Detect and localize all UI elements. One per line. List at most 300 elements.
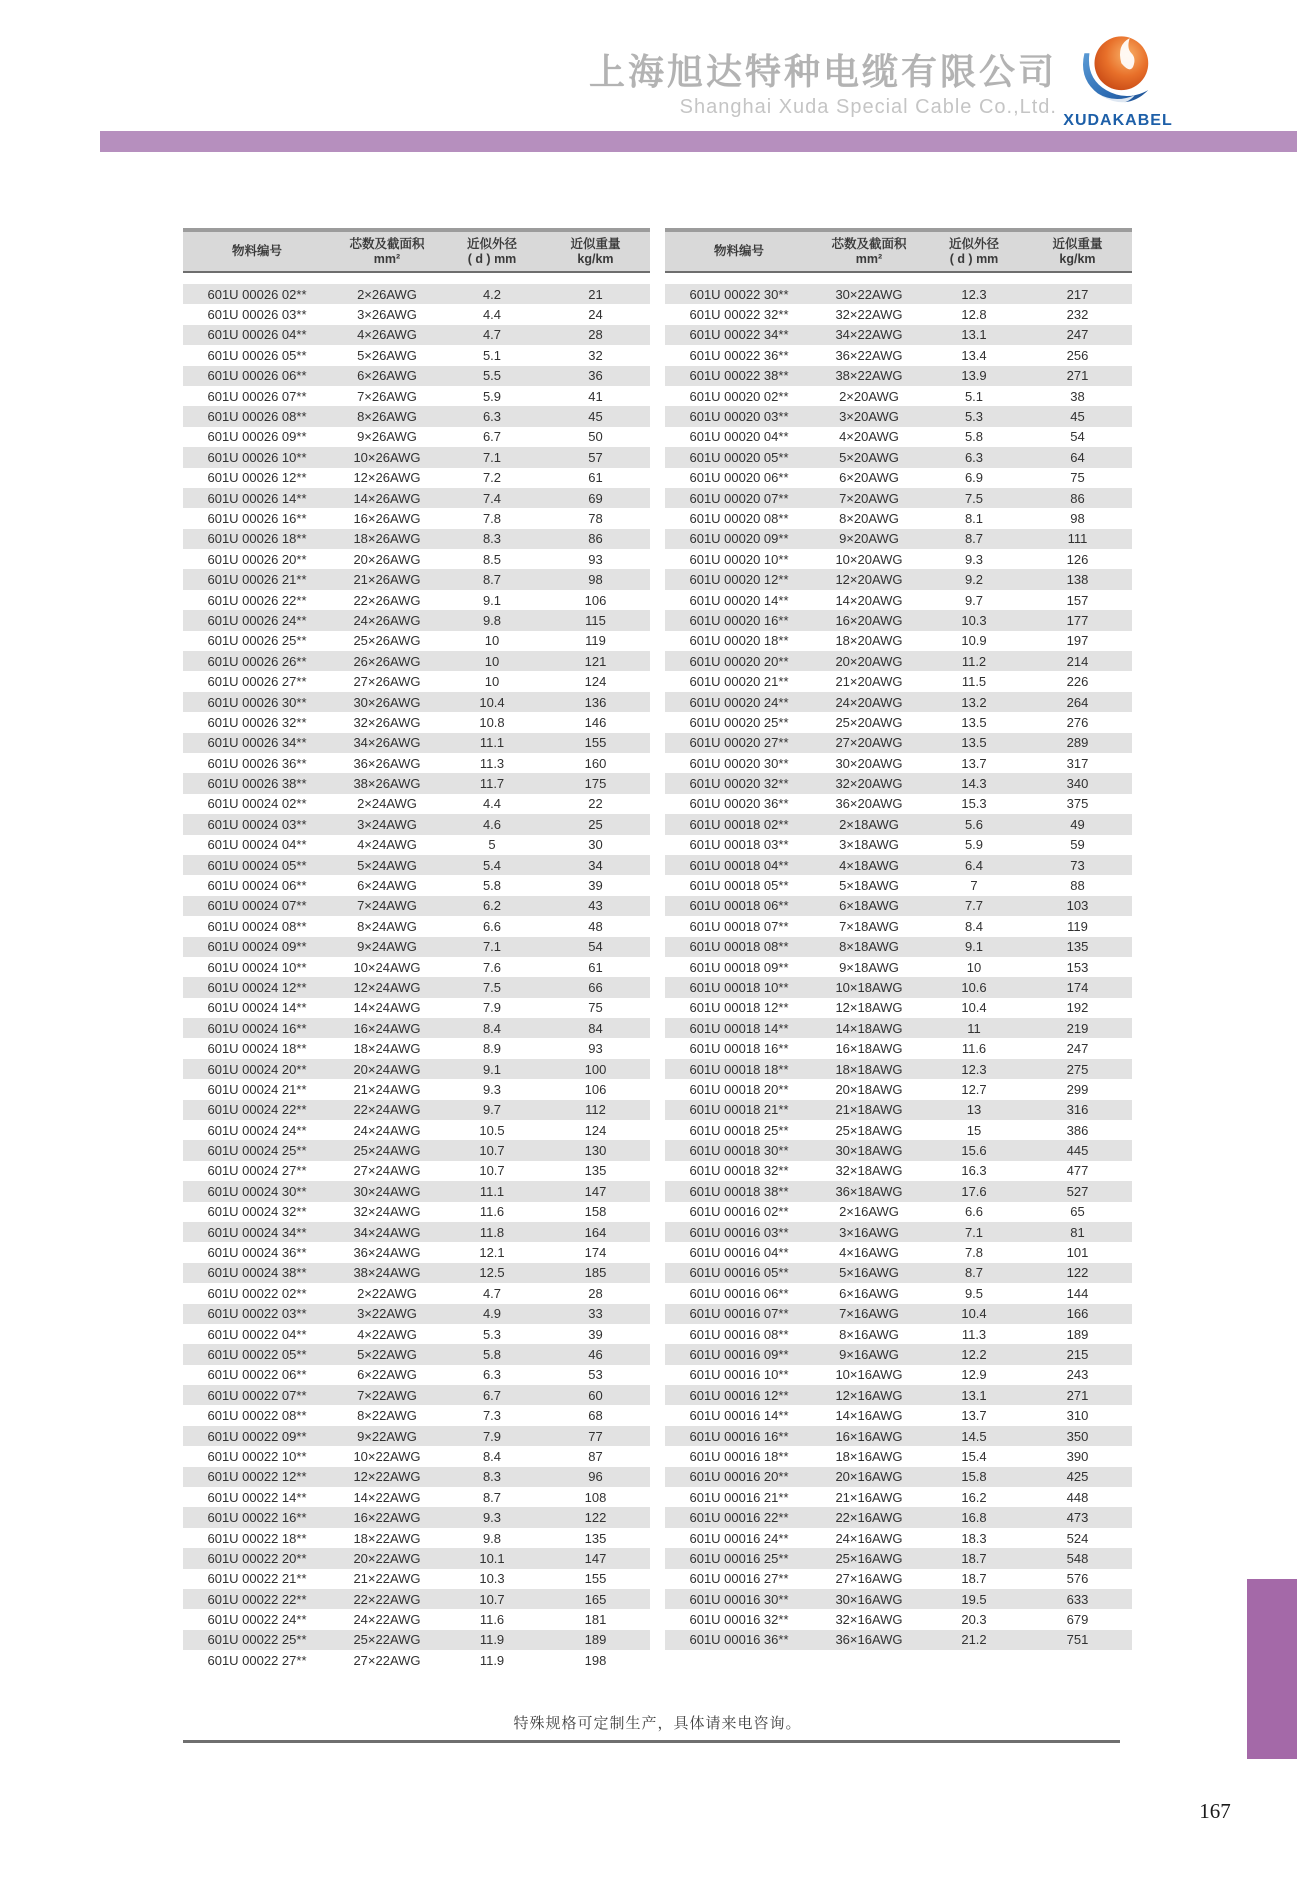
cell-weight: 177 bbox=[1066, 612, 1089, 628]
cell-weight: 65 bbox=[1070, 1204, 1085, 1220]
table-row bbox=[183, 1426, 650, 1446]
cell-core-spec: 2×18AWG bbox=[839, 816, 899, 832]
cell-core-spec: 5×26AWG bbox=[357, 347, 417, 363]
table-row bbox=[183, 1589, 650, 1609]
cell-weight: 96 bbox=[588, 1469, 603, 1485]
table-row bbox=[183, 773, 650, 793]
cell-core-spec: 22×24AWG bbox=[353, 1102, 421, 1118]
table-row bbox=[665, 1589, 1132, 1609]
cell-weight: 751 bbox=[1066, 1632, 1089, 1648]
cell-weight: 36 bbox=[588, 368, 603, 384]
cell-weight: 98 bbox=[588, 572, 603, 588]
table-row bbox=[183, 1283, 650, 1303]
cell-core-spec: 30×16AWG bbox=[835, 1591, 903, 1607]
table-row bbox=[183, 345, 650, 365]
cell-material-number: 601U 00024 09** bbox=[207, 939, 307, 955]
cell-outer-diameter: 7.1 bbox=[964, 1224, 984, 1240]
cell-core-spec: 6×16AWG bbox=[839, 1285, 899, 1301]
cell-weight: 219 bbox=[1066, 1020, 1089, 1036]
table-row bbox=[665, 977, 1132, 997]
cell-core-spec: 38×22AWG bbox=[835, 368, 903, 384]
table-row bbox=[665, 814, 1132, 834]
cell-core-spec: 22×16AWG bbox=[835, 1510, 903, 1526]
table-row bbox=[665, 488, 1132, 508]
cell-weight: 192 bbox=[1066, 1000, 1089, 1016]
cell-outer-diameter: 10.8 bbox=[479, 714, 505, 730]
cell-core-spec: 14×24AWG bbox=[353, 1000, 421, 1016]
cell-weight: 473 bbox=[1066, 1510, 1089, 1526]
table-row bbox=[183, 671, 650, 691]
cell-weight: 275 bbox=[1066, 1061, 1089, 1077]
cell-outer-diameter: 9.3 bbox=[482, 1510, 502, 1526]
cell-outer-diameter: 13.4 bbox=[961, 347, 987, 363]
table-row bbox=[183, 794, 650, 814]
cell-material-number: 601U 00020 32** bbox=[689, 776, 789, 792]
table-row bbox=[665, 1344, 1132, 1364]
cell-core-spec: 2×20AWG bbox=[839, 388, 899, 404]
cell-core-spec: 14×26AWG bbox=[353, 490, 421, 506]
cell-material-number: 601U 00016 02** bbox=[689, 1204, 789, 1220]
cell-material-number: 601U 00020 08** bbox=[689, 510, 789, 526]
cell-weight: 477 bbox=[1066, 1163, 1089, 1179]
cell-core-spec: 5×20AWG bbox=[839, 449, 899, 465]
cell-weight: 106 bbox=[584, 1081, 607, 1097]
cell-material-number: 601U 00020 02** bbox=[689, 388, 789, 404]
cell-material-number: 601U 00022 38** bbox=[689, 368, 789, 384]
cell-outer-diameter: 10.9 bbox=[961, 633, 987, 649]
cell-outer-diameter: 7.8 bbox=[482, 510, 502, 526]
cell-core-spec: 32×26AWG bbox=[353, 714, 421, 730]
cell-material-number: 601U 00022 32** bbox=[689, 307, 789, 323]
cell-outer-diameter: 18.7 bbox=[961, 1571, 987, 1587]
cell-weight: 28 bbox=[588, 327, 603, 343]
cell-outer-diameter: 12.3 bbox=[961, 1061, 987, 1077]
table-row bbox=[183, 1324, 650, 1344]
cell-core-spec: 20×24AWG bbox=[353, 1061, 421, 1077]
cell-core-spec: 8×24AWG bbox=[357, 918, 417, 934]
cell-material-number: 601U 00026 16** bbox=[207, 510, 307, 526]
cell-outer-diameter: 5 bbox=[488, 837, 496, 853]
table-row bbox=[183, 1018, 650, 1038]
cell-weight: 189 bbox=[1066, 1326, 1089, 1342]
cell-outer-diameter: 10.4 bbox=[479, 694, 505, 710]
cell-outer-diameter: 15.4 bbox=[961, 1448, 987, 1464]
cell-material-number: 601U 00016 36** bbox=[689, 1632, 789, 1648]
cell-weight: 75 bbox=[1070, 470, 1085, 486]
cell-outer-diameter: 13 bbox=[966, 1102, 982, 1118]
cell-outer-diameter: 4.2 bbox=[482, 286, 502, 302]
brand-name: XUDAKABEL bbox=[1063, 112, 1173, 129]
cell-weight: 30 bbox=[588, 837, 603, 853]
company-name-en: Shanghai Xuda Special Cable Co.,Ltd. bbox=[679, 96, 1057, 118]
table-row bbox=[183, 590, 650, 610]
cell-core-spec: 20×22AWG bbox=[353, 1550, 421, 1566]
cell-core-spec: 38×26AWG bbox=[353, 776, 421, 792]
cell-outer-diameter: 8.7 bbox=[482, 572, 502, 588]
cell-weight: 54 bbox=[1070, 429, 1085, 445]
cell-core-spec: 4×24AWG bbox=[357, 837, 417, 853]
column-header: 物料编号 bbox=[231, 244, 282, 258]
cell-material-number: 601U 00016 32** bbox=[689, 1612, 789, 1628]
cell-weight: 88 bbox=[1070, 878, 1085, 894]
cell-material-number: 601U 00018 03** bbox=[689, 837, 789, 853]
cell-core-spec: 12×20AWG bbox=[835, 572, 903, 588]
cell-weight: 50 bbox=[588, 429, 603, 445]
cell-material-number: 601U 00026 22** bbox=[207, 592, 307, 608]
cell-core-spec: 21×18AWG bbox=[835, 1102, 903, 1118]
cell-material-number: 601U 00024 18** bbox=[207, 1041, 307, 1057]
table-row bbox=[183, 916, 650, 936]
cell-weight: 77 bbox=[588, 1428, 603, 1444]
cell-outer-diameter: 18.7 bbox=[961, 1550, 987, 1566]
cell-material-number: 601U 00024 10** bbox=[207, 959, 307, 975]
cell-material-number: 601U 00022 22** bbox=[207, 1591, 307, 1607]
table-row bbox=[183, 753, 650, 773]
cell-outer-diameter: 6.2 bbox=[482, 898, 502, 914]
table-row bbox=[183, 1222, 650, 1242]
cell-weight: 100 bbox=[584, 1061, 607, 1077]
cell-outer-diameter: 9.3 bbox=[482, 1081, 502, 1097]
cell-outer-diameter: 5.9 bbox=[964, 837, 984, 853]
cell-outer-diameter: 10 bbox=[484, 633, 500, 649]
cell-material-number: 601U 00026 24** bbox=[207, 612, 307, 628]
cell-material-number: 601U 00020 07** bbox=[689, 490, 789, 506]
column-header: 芯数及截面积 mm² bbox=[349, 236, 425, 266]
cell-outer-diameter: 7.3 bbox=[482, 1408, 502, 1424]
cell-outer-diameter: 13.1 bbox=[961, 327, 987, 343]
table-row bbox=[183, 1038, 650, 1058]
cell-outer-diameter: 8.1 bbox=[964, 510, 984, 526]
table-row bbox=[665, 1161, 1132, 1181]
table-row bbox=[183, 1100, 650, 1120]
table-row bbox=[665, 610, 1132, 630]
table-row bbox=[665, 447, 1132, 467]
cell-core-spec: 34×24AWG bbox=[353, 1224, 421, 1240]
table-row bbox=[183, 631, 650, 651]
cell-core-spec: 18×16AWG bbox=[835, 1448, 903, 1464]
cell-core-spec: 21×24AWG bbox=[353, 1081, 421, 1097]
table-row bbox=[183, 1528, 650, 1548]
cell-outer-diameter: 7.9 bbox=[482, 1000, 502, 1016]
cell-outer-diameter: 10.1 bbox=[479, 1550, 505, 1566]
cell-core-spec: 20×18AWG bbox=[835, 1081, 903, 1097]
table-row bbox=[183, 733, 650, 753]
cell-outer-diameter: 7.2 bbox=[482, 470, 502, 486]
cell-material-number: 601U 00016 20** bbox=[689, 1469, 789, 1485]
cell-outer-diameter: 11.1 bbox=[479, 1183, 505, 1199]
cell-outer-diameter: 10.5 bbox=[479, 1122, 505, 1138]
cell-core-spec: 2×24AWG bbox=[357, 796, 417, 812]
cell-weight: 122 bbox=[1066, 1265, 1089, 1281]
cell-material-number: 601U 00022 16** bbox=[207, 1510, 307, 1526]
cell-core-spec: 25×16AWG bbox=[835, 1550, 903, 1566]
cell-core-spec: 3×22AWG bbox=[357, 1306, 417, 1322]
cell-weight: 138 bbox=[1066, 572, 1089, 588]
spec-table-left bbox=[183, 228, 650, 1671]
cell-core-spec: 12×18AWG bbox=[835, 1000, 903, 1016]
cell-material-number: 601U 00024 12** bbox=[207, 979, 307, 995]
cell-material-number: 601U 00020 10** bbox=[689, 551, 789, 567]
table-row bbox=[665, 671, 1132, 691]
cell-core-spec: 4×16AWG bbox=[839, 1245, 899, 1261]
cell-weight: 39 bbox=[588, 878, 603, 894]
cell-outer-diameter: 4.7 bbox=[482, 1285, 502, 1301]
cell-outer-diameter: 6.3 bbox=[482, 409, 502, 425]
cell-outer-diameter: 12.5 bbox=[479, 1265, 505, 1281]
table-row bbox=[665, 1202, 1132, 1222]
table-row bbox=[665, 590, 1132, 610]
table-row bbox=[183, 386, 650, 406]
table-row bbox=[665, 284, 1132, 304]
table-row bbox=[183, 549, 650, 569]
cell-core-spec: 8×16AWG bbox=[839, 1326, 899, 1342]
table-row bbox=[183, 651, 650, 671]
cell-core-spec: 9×22AWG bbox=[357, 1428, 417, 1444]
table-row bbox=[665, 1426, 1132, 1446]
cell-outer-diameter: 15.8 bbox=[961, 1469, 987, 1485]
cell-weight: 60 bbox=[588, 1387, 603, 1403]
column-header: 近似重量 kg/km bbox=[1052, 236, 1103, 266]
cell-material-number: 601U 00022 27** bbox=[207, 1652, 307, 1668]
cell-core-spec: 4×22AWG bbox=[357, 1326, 417, 1342]
cell-core-spec: 24×16AWG bbox=[835, 1530, 903, 1546]
cell-outer-diameter: 5.1 bbox=[964, 388, 984, 404]
cell-outer-diameter: 12.3 bbox=[961, 286, 987, 302]
cell-outer-diameter: 15 bbox=[966, 1122, 982, 1138]
cell-core-spec: 10×16AWG bbox=[835, 1367, 903, 1383]
table-row bbox=[665, 835, 1132, 855]
cell-material-number: 601U 00022 36** bbox=[689, 347, 789, 363]
cell-outer-diameter: 11.2 bbox=[961, 653, 987, 669]
cell-core-spec: 6×20AWG bbox=[839, 470, 899, 486]
cell-outer-diameter: 5.6 bbox=[964, 816, 984, 832]
table-row bbox=[183, 1344, 650, 1364]
cell-weight: 126 bbox=[1066, 551, 1089, 567]
cell-outer-diameter: 20.3 bbox=[961, 1612, 987, 1628]
cell-outer-diameter: 9.3 bbox=[964, 551, 984, 567]
cell-material-number: 601U 00026 34** bbox=[207, 735, 307, 751]
cell-material-number: 601U 00024 14** bbox=[207, 1000, 307, 1016]
cell-weight: 75 bbox=[588, 1000, 603, 1016]
table-row bbox=[665, 366, 1132, 386]
cell-weight: 340 bbox=[1066, 776, 1089, 792]
cell-outer-diameter: 10 bbox=[966, 959, 982, 975]
cell-weight: 174 bbox=[1066, 979, 1089, 995]
cell-weight: 243 bbox=[1066, 1367, 1089, 1383]
table-row bbox=[665, 855, 1132, 875]
cell-material-number: 601U 00018 25** bbox=[689, 1122, 789, 1138]
cell-core-spec: 3×20AWG bbox=[839, 409, 899, 425]
cell-weight: 32 bbox=[588, 347, 603, 363]
cell-material-number: 601U 00026 20** bbox=[207, 551, 307, 567]
column-header: 近似外径 ( d ) mm bbox=[948, 236, 999, 266]
table-row bbox=[183, 406, 650, 426]
cell-core-spec: 7×24AWG bbox=[357, 898, 417, 914]
cell-outer-diameter: 11 bbox=[967, 1020, 981, 1036]
table-row bbox=[183, 569, 650, 589]
cell-weight: 316 bbox=[1066, 1102, 1089, 1118]
section-tab bbox=[1247, 1579, 1297, 1759]
cell-material-number: 601U 00020 05** bbox=[689, 449, 789, 465]
cell-material-number: 601U 00018 05** bbox=[689, 878, 789, 894]
cell-outer-diameter: 14.5 bbox=[961, 1428, 987, 1444]
cell-weight: 189 bbox=[584, 1632, 607, 1648]
cell-weight: 158 bbox=[584, 1204, 607, 1220]
cell-material-number: 601U 00016 07** bbox=[689, 1306, 789, 1322]
cell-outer-diameter: 11.3 bbox=[479, 755, 505, 771]
cell-outer-diameter: 9.7 bbox=[964, 592, 984, 608]
cell-material-number: 601U 00026 36** bbox=[207, 755, 307, 771]
cell-material-number: 601U 00024 27** bbox=[207, 1163, 307, 1179]
cell-weight: 119 bbox=[1067, 918, 1088, 934]
cell-outer-diameter: 6.3 bbox=[482, 1367, 502, 1383]
cell-outer-diameter: 9.1 bbox=[482, 1061, 502, 1077]
cell-outer-diameter: 13.5 bbox=[961, 714, 987, 730]
cell-core-spec: 4×20AWG bbox=[839, 429, 899, 445]
cell-weight: 679 bbox=[1066, 1612, 1089, 1628]
table-row bbox=[183, 875, 650, 895]
table-row bbox=[183, 1467, 650, 1487]
cell-weight: 41 bbox=[588, 388, 603, 404]
table-row bbox=[183, 1263, 650, 1283]
cell-material-number: 601U 00024 04** bbox=[207, 837, 307, 853]
table-row bbox=[665, 631, 1132, 651]
cell-outer-diameter: 7.1 bbox=[482, 449, 502, 465]
cell-core-spec: 3×24AWG bbox=[357, 816, 417, 832]
table-row bbox=[665, 427, 1132, 447]
cell-outer-diameter: 8.7 bbox=[482, 1489, 502, 1505]
cell-outer-diameter: 8.7 bbox=[964, 1265, 984, 1281]
cell-weight: 155 bbox=[584, 735, 607, 751]
table-row bbox=[665, 529, 1132, 549]
cell-material-number: 601U 00026 25** bbox=[207, 633, 307, 649]
cell-core-spec: 27×20AWG bbox=[835, 735, 903, 751]
table-row bbox=[183, 488, 650, 508]
table-row bbox=[183, 692, 650, 712]
table-row bbox=[665, 1630, 1132, 1650]
cell-weight: 135 bbox=[584, 1163, 607, 1179]
cell-material-number: 601U 00024 16** bbox=[207, 1020, 307, 1036]
cell-material-number: 601U 00024 21** bbox=[207, 1081, 307, 1097]
table-row bbox=[665, 1283, 1132, 1303]
cell-material-number: 601U 00020 03** bbox=[689, 409, 789, 425]
cell-material-number: 601U 00020 36** bbox=[689, 796, 789, 812]
cell-weight: 57 bbox=[588, 449, 603, 465]
cell-material-number: 601U 00018 38** bbox=[689, 1183, 789, 1199]
cell-material-number: 601U 00026 26** bbox=[207, 653, 307, 669]
cell-material-number: 601U 00024 22** bbox=[207, 1102, 307, 1118]
cell-outer-diameter: 10.4 bbox=[961, 1000, 987, 1016]
cell-material-number: 601U 00022 09** bbox=[207, 1428, 307, 1444]
cell-outer-diameter: 7.8 bbox=[964, 1245, 984, 1261]
cell-outer-diameter: 13.7 bbox=[961, 755, 987, 771]
cell-weight: 111 bbox=[1067, 531, 1088, 547]
cell-core-spec: 6×18AWG bbox=[839, 898, 899, 914]
table-row bbox=[665, 1100, 1132, 1120]
cell-outer-diameter: 13.9 bbox=[961, 368, 987, 384]
table-row bbox=[183, 835, 650, 855]
cell-outer-diameter: 4.9 bbox=[482, 1306, 502, 1322]
page-number: 167 bbox=[1199, 1799, 1231, 1823]
cell-material-number: 601U 00026 27** bbox=[207, 674, 307, 690]
table-row bbox=[183, 610, 650, 630]
cell-weight: 445 bbox=[1066, 1143, 1089, 1159]
cell-weight: 350 bbox=[1066, 1428, 1089, 1444]
cell-core-spec: 36×26AWG bbox=[353, 755, 421, 771]
cell-material-number: 601U 00016 25** bbox=[689, 1550, 789, 1566]
cell-weight: 135 bbox=[584, 1530, 607, 1546]
cell-outer-diameter: 5.8 bbox=[964, 429, 984, 445]
cell-weight: 310 bbox=[1066, 1408, 1089, 1424]
cell-outer-diameter: 6.4 bbox=[964, 857, 984, 873]
column-header: 物料编号 bbox=[713, 244, 764, 258]
cell-material-number: 601U 00022 04** bbox=[207, 1326, 307, 1342]
table-row bbox=[665, 712, 1132, 732]
cell-core-spec: 8×18AWG bbox=[839, 939, 899, 955]
cell-outer-diameter: 12.1 bbox=[479, 1245, 505, 1261]
cell-weight: 59 bbox=[1070, 837, 1085, 853]
cell-material-number: 601U 00020 20** bbox=[689, 653, 789, 669]
cell-core-spec: 9×18AWG bbox=[839, 959, 899, 975]
cell-weight: 66 bbox=[588, 979, 603, 995]
cell-material-number: 601U 00024 08** bbox=[207, 918, 307, 934]
cell-weight: 61 bbox=[588, 959, 603, 975]
cell-material-number: 601U 00026 14** bbox=[207, 490, 307, 506]
cell-material-number: 601U 00026 12** bbox=[207, 470, 307, 486]
column-header: 芯数及截面积 mm² bbox=[831, 236, 907, 266]
table-row bbox=[183, 1120, 650, 1140]
table-row bbox=[183, 1365, 650, 1385]
cell-outer-diameter: 16.3 bbox=[961, 1163, 987, 1179]
cell-material-number: 601U 00022 18** bbox=[207, 1530, 307, 1546]
cell-material-number: 601U 00016 21** bbox=[689, 1489, 789, 1505]
table-row bbox=[183, 366, 650, 386]
cell-weight: 135 bbox=[1066, 939, 1089, 955]
column-header: 近似外径 ( d ) mm bbox=[466, 236, 517, 266]
cell-core-spec: 12×16AWG bbox=[835, 1387, 903, 1403]
cell-core-spec: 32×20AWG bbox=[835, 776, 903, 792]
cell-material-number: 601U 00026 08** bbox=[207, 409, 307, 425]
cell-material-number: 601U 00020 16** bbox=[689, 612, 789, 628]
cell-material-number: 601U 00024 05** bbox=[207, 857, 307, 873]
cell-outer-diameter: 6.7 bbox=[482, 429, 502, 445]
cell-material-number: 601U 00022 06** bbox=[207, 1367, 307, 1383]
cell-weight: 61 bbox=[588, 470, 603, 486]
table-row bbox=[183, 1650, 650, 1670]
table-row bbox=[183, 468, 650, 488]
cell-material-number: 601U 00026 10** bbox=[207, 449, 307, 465]
cell-material-number: 601U 00016 30** bbox=[689, 1591, 789, 1607]
cell-core-spec: 7×26AWG bbox=[357, 388, 417, 404]
cell-material-number: 601U 00022 34** bbox=[689, 327, 789, 343]
table-row bbox=[183, 1202, 650, 1222]
cell-material-number: 601U 00020 21** bbox=[689, 674, 789, 690]
table-row bbox=[183, 427, 650, 447]
cell-core-spec: 12×26AWG bbox=[353, 470, 421, 486]
cell-weight: 108 bbox=[584, 1489, 607, 1505]
cell-core-spec: 21×16AWG bbox=[835, 1489, 903, 1505]
spec-tables bbox=[183, 228, 1132, 1671]
table-row bbox=[183, 304, 650, 324]
cell-core-spec: 24×24AWG bbox=[353, 1122, 421, 1138]
table-row bbox=[183, 1548, 650, 1568]
cell-core-spec: 10×18AWG bbox=[835, 979, 903, 995]
cell-outer-diameter: 6.6 bbox=[482, 918, 502, 934]
table-row bbox=[183, 1446, 650, 1466]
table-row bbox=[665, 1079, 1132, 1099]
cell-weight: 101 bbox=[1066, 1245, 1089, 1261]
cell-core-spec: 3×26AWG bbox=[357, 307, 417, 323]
